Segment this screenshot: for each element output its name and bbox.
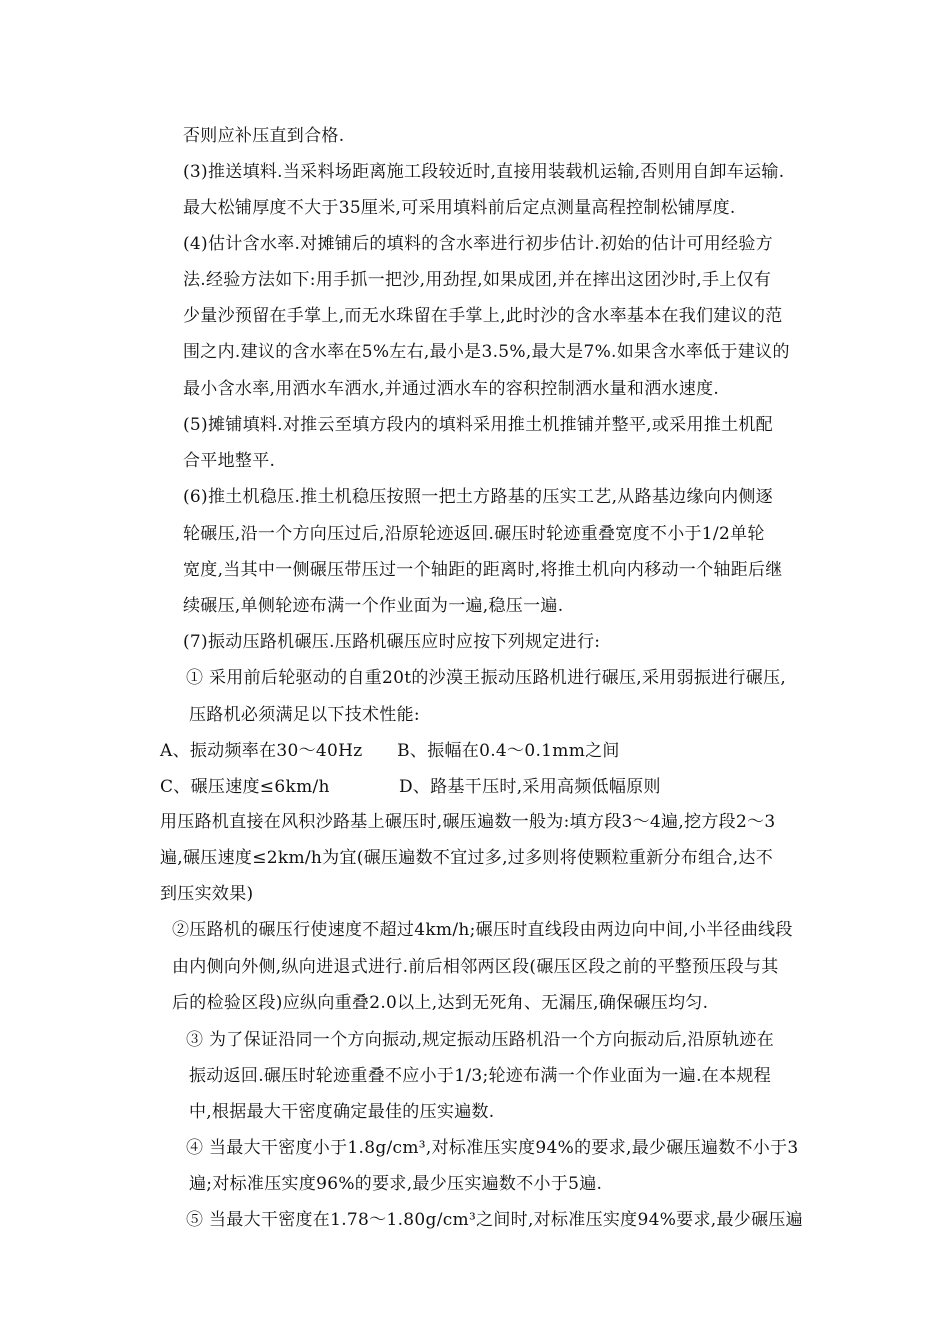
text-line: A、振动频率在30～40Hz B、振幅在0.4～0.1mm之间 [160, 741, 620, 761]
text-line: (6)推土机稳压.推土机稳压按照一把土方路基的压实工艺,从路基边缘向内侧逐 [183, 487, 773, 507]
text-line: C、碾压速度≤6km/h D、路基干压时,采用高频低幅原则 [160, 777, 661, 797]
text-line: 最小含水率,用洒水车洒水,并通过洒水车的容积控制洒水量和洒水速度. [183, 379, 720, 399]
text-line: 续碾压,单侧轮迹布满一个作业面为一遍,稳压一遍. [183, 596, 564, 616]
text-line: 中,根据最大干密度确定最佳的压实遍数. [189, 1102, 495, 1122]
text-line: 由内侧向外侧,纵向进退式进行.前后相邻两区段(碾压区段之前的平整预压段与其 [172, 957, 779, 977]
text-line: 到压实效果) [160, 884, 254, 904]
text-line: 遍,碾压速度≤2km/h为宜(碾压遍数不宜过多,过多则将使颗粒重新分布组合,达不 [160, 848, 773, 868]
text-line: 合平地整平. [183, 451, 276, 471]
text-line: (5)摊铺填料.对推云至填方段内的填料采用推土机推铺并整平,或采用推土机配 [183, 415, 773, 435]
text-line: 法.经验方法如下:用手抓一把沙,用劲捏,如果成团,并在摔出这团沙时,手上仅有 [183, 270, 772, 290]
text-line: 少量沙预留在手掌上,而无水珠留在手掌上,此时沙的含水率基本在我们建议的范 [183, 306, 783, 326]
text-line: (4)估计含水率.对摊铺后的填料的含水率进行初步估计.初始的估计可用经验方 [183, 234, 773, 254]
text-line: (7)振动压路机碾压.压路机碾压应时应按下列规定进行: [183, 632, 601, 652]
text-line: 围之内.建议的含水率在5%左右,最小是3.5%,最大是7%.如果含水率低于建议的 [183, 342, 790, 362]
text-line: 遍;对标准压实度96%的要求,最少压实遍数不小于5遍. [189, 1174, 603, 1194]
text-line: ③ 为了保证沿同一个方向振动,规定振动压路机沿一个方向振动后,沿原轨迹在 [186, 1030, 775, 1050]
text-line: ① 采用前后轮驱动的自重20t的沙漠王振动压路机进行碾压,采用弱振进行碾压, [186, 668, 787, 688]
text-line: 压路机必须满足以下技术性能: [189, 705, 420, 725]
text-line: (3)推送填料.当采料场距离施工段较近时,直接用装载机运输,否则用自卸车运输. [183, 162, 785, 182]
text-line: 后的检验区段)应纵向重叠2.0以上,达到无死角、无漏压,确保碾压均匀. [172, 993, 709, 1013]
text-line: 最大松铺厚度不大于35厘米,可采用填料前后定点测量高程控制松铺厚度. [183, 198, 736, 218]
text-line: 轮碾压,沿一个方向压过后,沿原轮迹返回.碾压时轮迹重叠宽度不小于1/2单轮 [183, 524, 765, 544]
text-line: 振动返回.碾压时轮迹重叠不应小于1/3;轮迹布满一个作业面为一遍.在本规程 [189, 1066, 771, 1086]
text-line: 否则应补压直到合格. [183, 126, 345, 146]
text-line: ⑤ 当最大干密度在1.78～1.80g/cm³之间时,对标准压实度94%要求,最少碾压遍 [186, 1210, 803, 1230]
text-line: ②压路机的碾压行使速度不超过4km/h;碾压时直线段由两边向中间,小半径曲线段 [172, 920, 793, 940]
text-line: ④ 当最大干密度小于1.8g/cm³,对标准压实度94%的要求,最少碾压遍数不小于3 [186, 1138, 799, 1158]
text-line: 宽度,当其中一侧碾压带压过一个轴距的距离时,将推土机向内移动一个轴距后继 [183, 560, 783, 580]
text-line: 用压路机直接在风积沙路基上碾压时,碾压遍数一般为:填方段3～4遍,挖方段2～3 [160, 812, 776, 832]
